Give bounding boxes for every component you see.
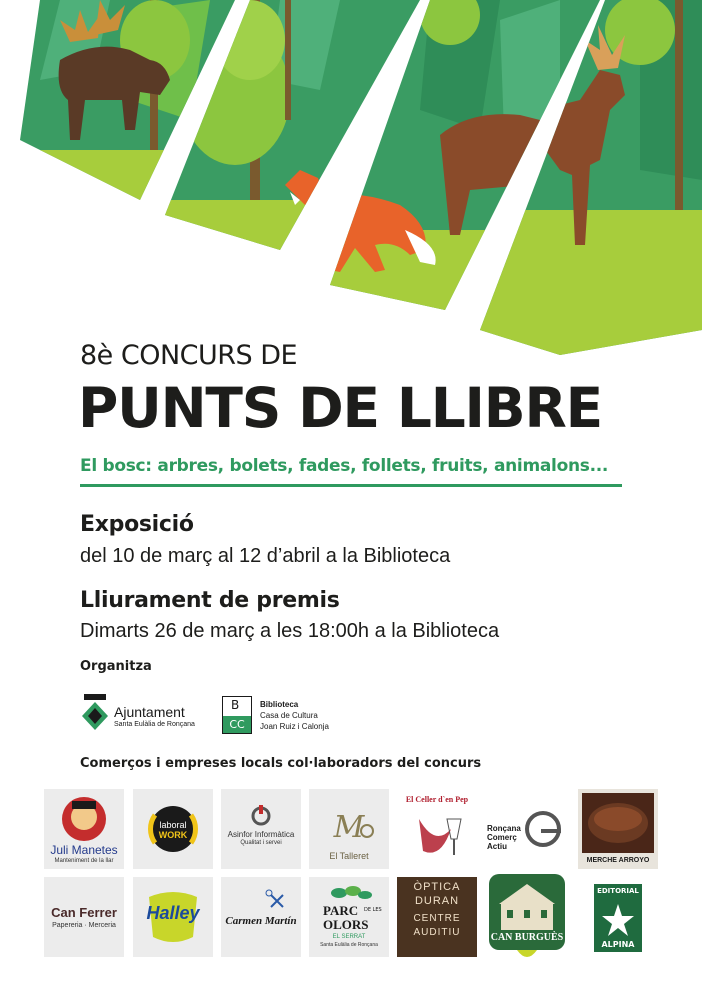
organizers-label: Organitza <box>80 659 152 674</box>
sponsor-parc-de-les-olors <box>309 877 389 957</box>
ajuntament-place: Santa Eulàlia de Ronçana <box>114 721 195 728</box>
roncana-name: Ronçana Comerç Actiu <box>487 824 521 851</box>
sponsor-carmen-martin <box>221 877 301 957</box>
can-ferrer-name: Can Ferrer <box>51 905 117 920</box>
alpina-top: EDITORIAL <box>597 887 639 895</box>
sponsor-can-ferrer <box>44 877 124 957</box>
optica-line-4: AUDITIU <box>413 927 461 938</box>
alpina-bottom: ALPINA <box>601 940 635 949</box>
optica-line-1: ÒPTICA <box>413 881 461 893</box>
contest-theme: El bosc: arbres, bolets, fades, follets, fruits, animalons... <box>80 456 609 476</box>
sponsors-label: Comerços i empreses locals col·laboradors del concurs <box>80 756 482 771</box>
awards-heading: Lliurament de premis <box>80 588 340 613</box>
sponsor-can-burgues <box>487 870 567 965</box>
celler-name: El Celler d`en Pep <box>405 795 469 804</box>
ajuntament-name: Ajuntament <box>114 704 185 720</box>
contest-title: PUNTS DE LLIBRE <box>78 376 603 440</box>
sponsor-merche-arroyo <box>578 789 658 869</box>
sponsor-optica-duran <box>397 877 477 957</box>
exhibition-dates: del 10 de març al 12 d’abril a la Biblioteca <box>80 545 451 567</box>
optica-line-2: DURAN <box>414 895 460 907</box>
parc-place: Santa Eulàlia de Ronçana <box>320 942 378 948</box>
parc-name-1: PARC <box>323 903 359 918</box>
biblioteca-line-2: Casa de Cultura <box>260 711 318 720</box>
wine-glass-icon <box>397 789 477 869</box>
asinfor-name: Asinfor Informàtica <box>227 830 295 839</box>
sponsor-halley <box>133 877 213 957</box>
asinfor-power-icon <box>221 789 301 869</box>
biblioteca-letters-cc: CC <box>223 716 251 733</box>
parc-mid: DE LES <box>364 907 382 913</box>
can-burgues-house-icon <box>487 870 567 965</box>
sponsor-celler-en-pep <box>397 789 477 869</box>
sponsor-juli-manetes <box>44 789 124 869</box>
laboral-bottom-text: WORK <box>158 830 188 840</box>
sponsor-asinfor <box>221 789 301 869</box>
talleret-name: El Talleret <box>329 851 369 861</box>
juli-manetes-name: Juli Manetes <box>50 843 118 857</box>
biblioteca-letter-b: B <box>231 698 240 712</box>
optica-line-3: CENTRE <box>413 913 461 924</box>
carmen-name: Carmen Martín <box>225 915 297 927</box>
can-ferrer-tag: Papereria · Merceria <box>52 922 116 929</box>
asinfor-tag: Qualitat i servei <box>240 840 282 846</box>
title-divider <box>80 484 622 487</box>
halley-name: Halley <box>146 903 200 923</box>
exhibition-heading: Exposició <box>80 512 194 537</box>
juli-manetes-tag: Manteniment de la llar <box>54 858 114 864</box>
contest-edition: 8è CONCURS DE <box>80 340 298 371</box>
biblioteca-mark <box>222 696 252 734</box>
juli-manetes-mascot-icon <box>44 789 124 869</box>
sponsor-roncana-comerc-actiu <box>485 789 565 869</box>
sponsor-editorial-alpina <box>580 880 656 956</box>
forest-illustration <box>0 0 702 370</box>
sponsor-laboral-work <box>133 789 213 869</box>
ajuntament-logo <box>80 694 210 736</box>
awards-date: Dimarts 26 de març a les 18:00h a la Biblioteca <box>80 620 500 642</box>
laboral-top-text: laboral <box>159 820 187 830</box>
ajuntament-crest-icon <box>80 694 110 734</box>
sponsor-el-talleret <box>309 789 389 869</box>
can-burgues-name: CAN BURGUÈS <box>490 932 564 943</box>
parc-name-2: OLORS <box>323 917 369 932</box>
merche-name: MERCHE ARROYO <box>586 857 650 864</box>
biblioteca-logo <box>222 694 352 736</box>
biblioteca-line-1: Biblioteca <box>260 700 299 709</box>
parc-sub: EL SERRAT <box>332 934 366 940</box>
svg-text:M: M <box>333 810 365 845</box>
biblioteca-line-3: Joan Ruiz i Calonja <box>260 722 329 731</box>
